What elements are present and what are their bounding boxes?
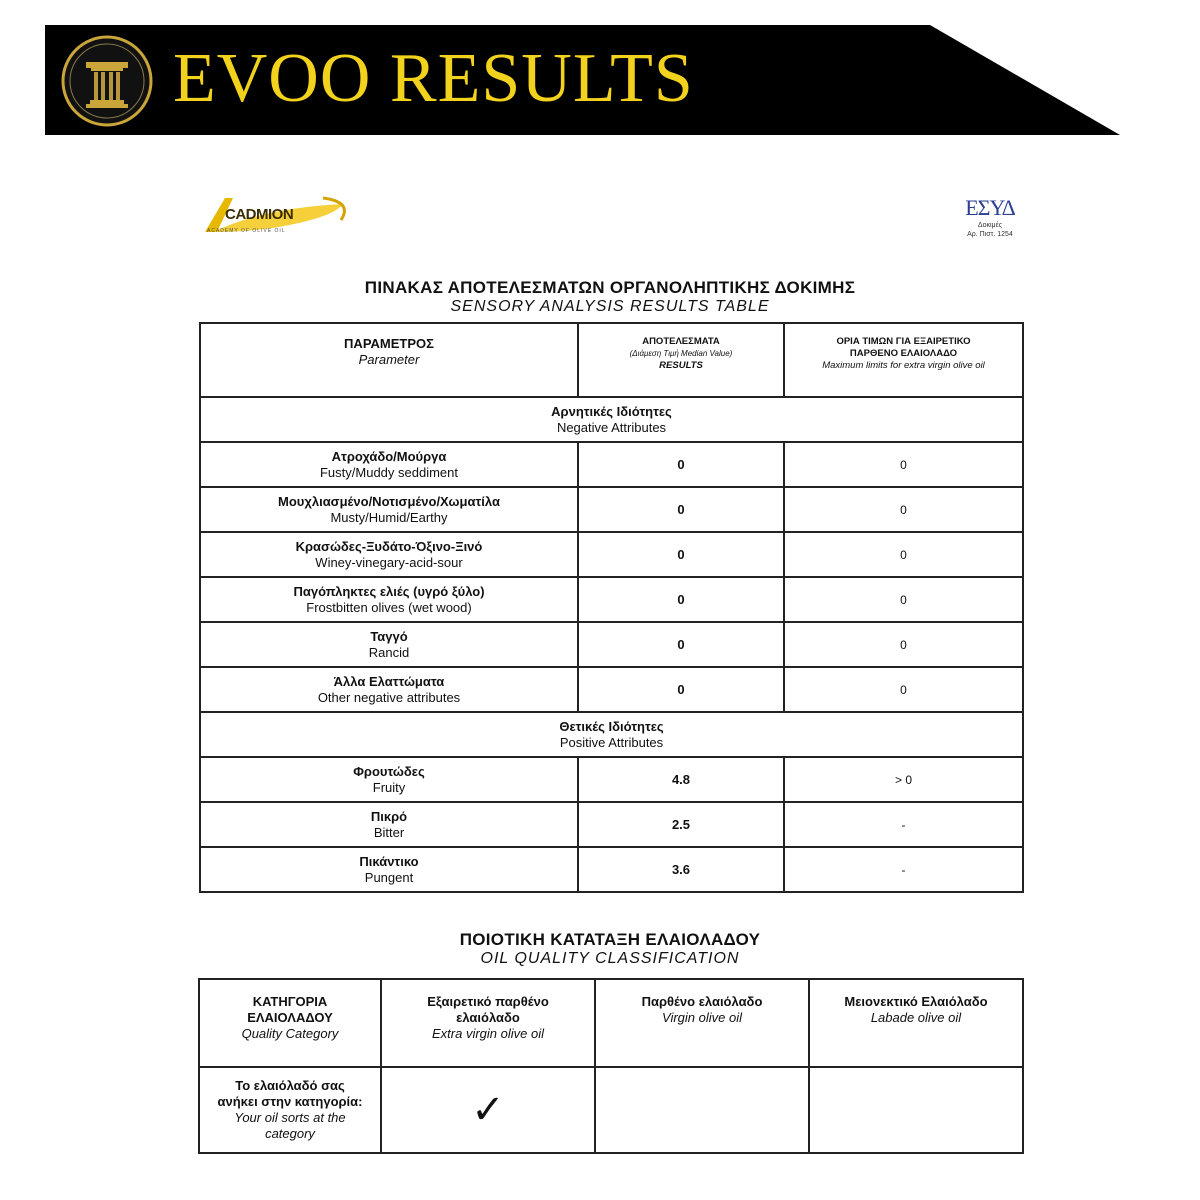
parameter-cell (200, 847, 578, 892)
table-row (200, 757, 1023, 802)
parameter-greek: Κρασώδες-Ξυδάτο-Όξινο-Ξινό (295, 538, 483, 554)
your-oil-english-2: category (265, 1126, 315, 1141)
parameter-greek: Πικρό (370, 808, 408, 824)
positive-section-greek: Θετικές Ιδιότητες (559, 718, 664, 734)
cadmion-logo (203, 190, 353, 240)
parameter-english: Musty/Humid/Earthy (330, 509, 448, 525)
limit-value: > 0 (784, 757, 1023, 802)
parameter-cell (200, 622, 578, 667)
esyd-line-1: Δοκιμές (977, 222, 1003, 229)
quality-result-row (199, 1067, 1023, 1153)
limit-value: - (784, 847, 1023, 892)
sensory-results-table (199, 322, 1024, 893)
checkmark-icon: ✓ (471, 1088, 505, 1132)
parameter-english: Fusty/Muddy seddiment (319, 464, 458, 480)
table-header-row (200, 323, 1023, 397)
table-row (200, 577, 1023, 622)
category-greek-1: ΚΑΤΗΓΟΡΙΑ (252, 994, 328, 1009)
parameter-english: Rancid (368, 644, 410, 660)
category-greek-2: ΕΛΑΙΟΛΑΔΟΥ (247, 1010, 333, 1025)
negative-section-greek: Αρνητικές Ιδιότητες (551, 403, 672, 419)
header-limits-greek-1: ΟΡΙΑ ΤΙΜΩΝ ΓΙΑ ΕΞΑΙΡΕΤΙΚΟ (836, 336, 971, 347)
table-row (200, 847, 1023, 892)
extra-virgin-header (381, 979, 595, 1067)
virgin-greek: Παρθένο ελαιόλαδο (641, 994, 763, 1009)
your-oil-greek-2: ανήκει στην κατηγορία: (217, 1094, 363, 1109)
parameter-greek: Παγόπληκτες ελιές (υγρό ξύλο) (293, 583, 485, 599)
limit-value: 0 (784, 667, 1023, 712)
header-results-median: (Διάμεση Τιμή Median Value) (629, 349, 733, 358)
virgin-header (595, 979, 809, 1067)
table-row (200, 802, 1023, 847)
title-banner (45, 25, 1120, 135)
header-limits (784, 323, 1023, 397)
result-value: 0 (578, 667, 784, 712)
quality-heading (200, 930, 1020, 968)
parameter-cell (200, 442, 578, 487)
parameter-greek: Ταγγό (370, 628, 408, 644)
quality-category-header (199, 979, 381, 1067)
parameter-cell (200, 757, 578, 802)
negative-section-cell (200, 397, 1023, 442)
table-row (200, 532, 1023, 577)
quality-header-row (199, 979, 1023, 1067)
header-results (578, 323, 784, 397)
extra-virgin-greek-2: ελαιόλαδο (456, 1010, 520, 1025)
positive-section-english: Positive Attributes (559, 734, 664, 750)
category-english: Quality Category (241, 1026, 339, 1041)
parameter-greek: Ατροχάδο/Μούργα (331, 448, 447, 464)
your-oil-english-1: Your oil sorts at the (234, 1110, 346, 1125)
esyd-mark: ΕΣΥΔ (965, 195, 1015, 220)
table-row (200, 487, 1023, 532)
parameter-cell (200, 532, 578, 577)
limit-value: 0 (784, 532, 1023, 577)
parameter-english: Fruity (372, 779, 406, 795)
header-parameter-greek: ΠΑΡΑΜΕΤΡΟΣ (344, 336, 434, 351)
limit-value: 0 (784, 622, 1023, 667)
table-row (200, 667, 1023, 712)
parameter-greek: Μουχλιασμένο/Νοτισμένο/Χωματίλα (278, 493, 500, 509)
header-results-greek: ΑΠΟΤΕΛΕΣΜΑΤΑ (642, 336, 720, 347)
your-oil-greek-1: Το ελαιόλαδό σας (235, 1078, 345, 1093)
parameter-english: Pungent (364, 869, 414, 885)
result-value: 0 (578, 442, 784, 487)
header-results-english: RESULTS (659, 360, 703, 371)
table-row (200, 622, 1023, 667)
virgin-cell (595, 1067, 809, 1153)
labade-greek: Μειονεκτικό Ελαιόλαδο (844, 994, 988, 1009)
extra-virgin-cell (381, 1067, 595, 1153)
result-value: 2.5 (578, 802, 784, 847)
parameter-cell (200, 802, 578, 847)
parameter-cell (200, 577, 578, 622)
virgin-english: Virgin olive oil (662, 1010, 742, 1025)
result-value: 0 (578, 622, 784, 667)
extra-virgin-greek-1: Εξαιρετικό παρθένο (427, 994, 549, 1009)
limit-value: 0 (784, 577, 1023, 622)
quality-classification-table (198, 978, 1024, 1154)
result-value: 3.6 (578, 847, 784, 892)
sensory-heading (200, 278, 1020, 316)
cadmion-logo-subtitle: ACADEMY OF OLIVE OIL (207, 228, 286, 234)
positive-section-cell (200, 712, 1023, 757)
header-parameter (200, 323, 578, 397)
your-oil-label (199, 1067, 381, 1153)
parameter-english: Bitter (373, 824, 405, 840)
limit-value: 0 (784, 442, 1023, 487)
parameter-greek: Πικάντικο (359, 853, 419, 869)
column-emblem-icon (61, 35, 153, 127)
result-value: 0 (578, 532, 784, 577)
cadmion-logo-text: CADMION (225, 206, 294, 223)
quality-title-greek: ΠΟΙΟΤΙΚΗ ΚΑΤΑΤΑΞΗ ΕΛΑΙΟΛΑΔΟΥ (459, 930, 761, 949)
banner-title: EVOO RESULTS (173, 40, 694, 117)
esyd-accreditation-logo (955, 195, 1025, 263)
negative-section-english: Negative Attributes (556, 419, 667, 435)
result-value: 0 (578, 487, 784, 532)
header-limits-english: Maximum limits for extra virgin olive oil (822, 360, 985, 371)
header-parameter-english: Parameter (358, 352, 420, 367)
parameter-cell (200, 487, 578, 532)
labade-cell (809, 1067, 1023, 1153)
parameter-english: Frostbitten olives (wet wood) (306, 599, 472, 615)
parameter-english: Other negative attributes (317, 689, 461, 705)
limit-value: - (784, 802, 1023, 847)
parameter-greek: Άλλα Ελαττώματα (333, 673, 445, 689)
parameter-greek: Φρουτώδες (353, 763, 425, 779)
labade-english: Labade olive oil (870, 1010, 962, 1025)
limit-value: 0 (784, 487, 1023, 532)
labade-header (809, 979, 1023, 1067)
table-row (200, 442, 1023, 487)
result-value: 0 (578, 577, 784, 622)
negative-attributes-section (200, 397, 1023, 442)
result-value: 4.8 (578, 757, 784, 802)
positive-attributes-section (200, 712, 1023, 757)
parameter-english: Winey-vinegary-acid-sour (315, 554, 463, 570)
esyd-line-2: Αρ. Πιστ. 1254 (967, 231, 1013, 238)
header-limits-greek-2: ΠΑΡΘΕΝΟ ΕΛΑΙΟΛΑΔΟ (849, 348, 958, 359)
sensory-title-english: SENSORY ANALYSIS RESULTS TABLE (450, 298, 770, 315)
sensory-title-greek: ΠΙΝΑΚΑΣ ΑΠΟΤΕΛΕΣΜΑΤΩΝ ΟΡΓΑΝΟΛΗΠΤΙΚΗΣ ΔΟΚΙΜΗΣ (364, 278, 856, 297)
quality-title-english: OIL QUALITY CLASSIFICATION (480, 950, 740, 967)
parameter-cell (200, 667, 578, 712)
extra-virgin-english: Extra virgin olive oil (432, 1026, 544, 1041)
